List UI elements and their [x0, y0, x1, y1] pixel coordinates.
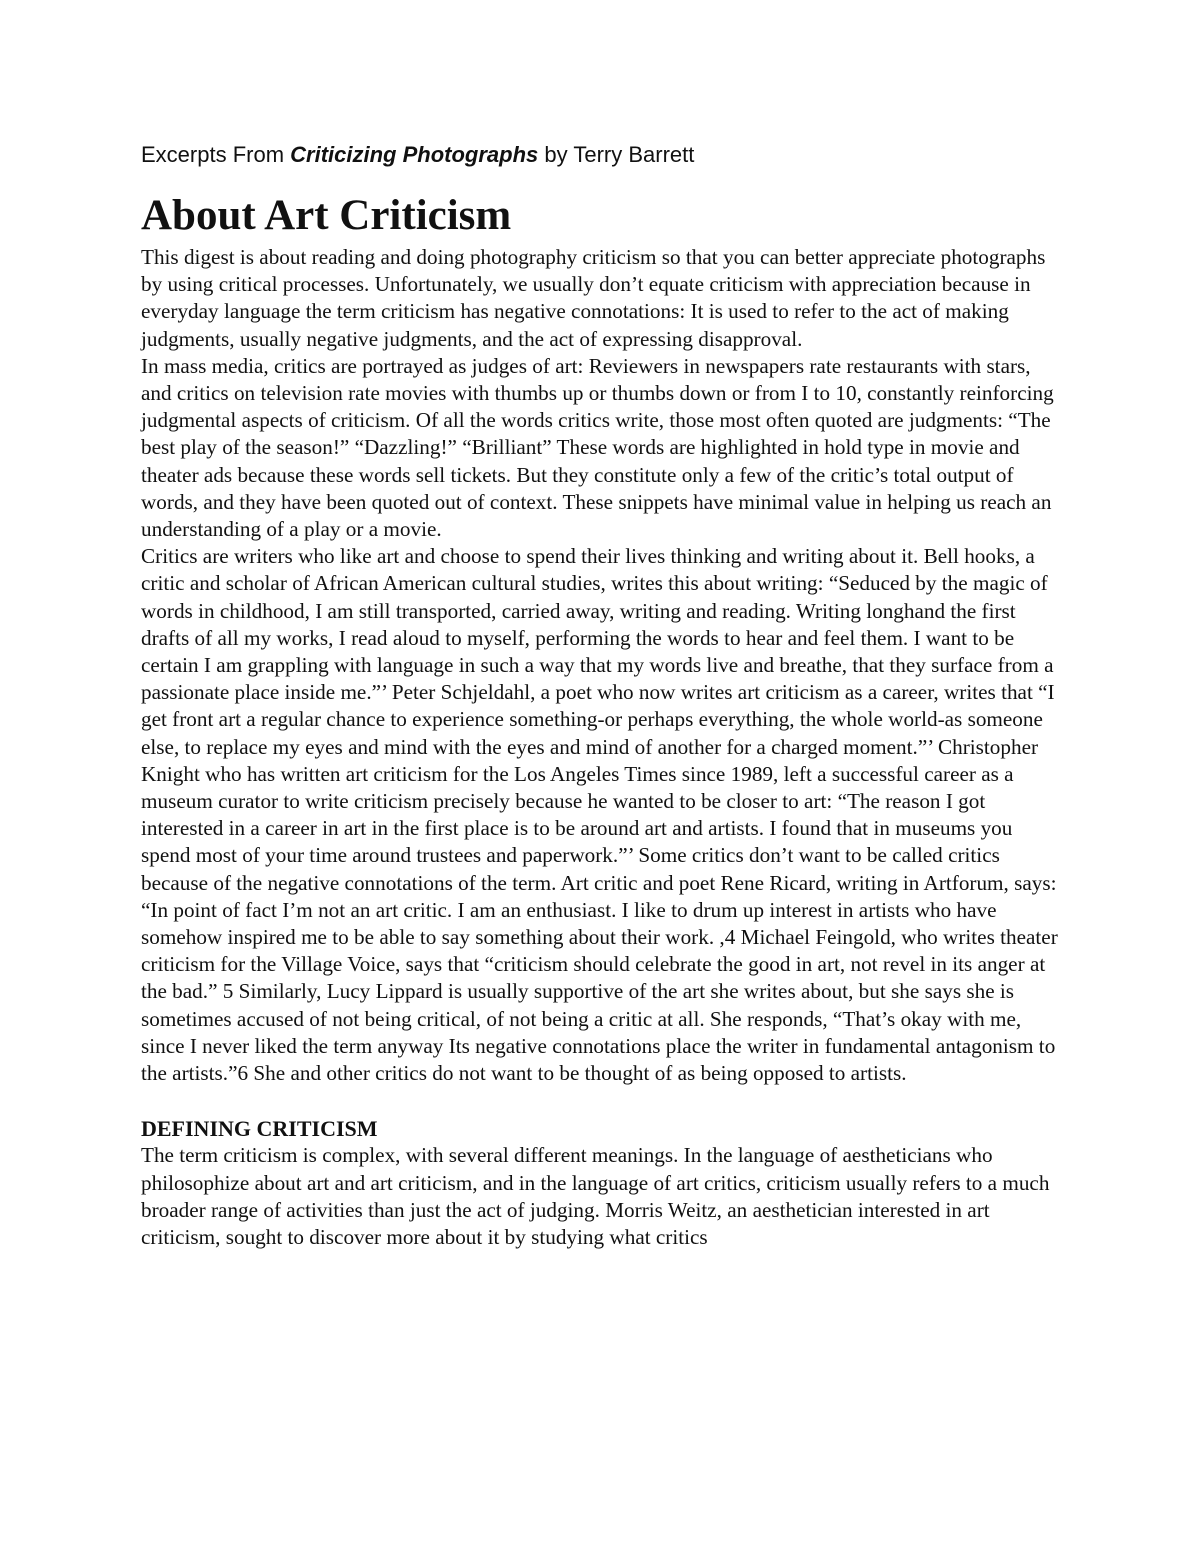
- excerpt-prefix: Excerpts From: [141, 142, 291, 167]
- paragraph-critics-writers: Critics are writers who like art and choose to spend their lives thinking and writing about it. Bell hooks, a critic and scholar of African American cultural studies, writes this about writing: “Seduced by the magic of words in childhood, I am still transported, carried away, writing and reading. Writing longhand the first drafts of all my works, I read aloud to myself, performing the words to hear and feel them. I want to be certain I am grappling with language in such a way that my words live and breathe, that they surface from a passionate place inside me.”’ Peter Schjeldahl, a poet who now writes art criticism as a career, writes that “I get front art a regular chance to experience something-or perhaps everything, the whole world-as someone else, to replace my eyes and mind with the eyes and mind of another for a charged moment.”’ Christopher Knight who has written art criticism for the Los Angeles Times since 1989, left a successful career as a museum curator to write criticism precisely because he wanted to be closer to art: “The reason I got interested in a career in art in the first place is to be around art and artists. I found that in museums you spend most of your time around trustees and paperwork.”’ Some critics don’t want to be called critics because of the negative connotations of the term. Art critic and poet Rene Ricard, writing in Artforum, says: “In point of fact I’m not an art critic. I am an enthusiast. I like to drum up interest in artists who have somehow inspired me to be able to say something about their work. ,4 Michael Feingold, who writes theater criticism for the Village Voice, says that “criticism should celebrate the good in art, not revel in its anger at the bad.” 5 Similarly, Lucy Lippard is usually supportive of the art she writes about, but she says she is sometimes accused of not being critical, of not being a critic at all. She responds, “That’s okay with me, since I never liked the term anyway Its negative connotations place the writer in fundamental antagonism to the artists.”6 She and other critics do not want to be thought of as being opposed to artists.: [141, 544, 1058, 1086]
- page-content: [141, 139, 1066, 1251]
- paragraph-mass-media: In mass media, critics are portrayed as judges of art: Reviewers in newspapers rate restaurants with stars, and critics on television rate movies with thumbs up or thumbs down or from I to 10, constantly reinforcing judgmental aspects of criticism. Of all the words critics write, those most often quoted are judgments: “The best play of the season!” “Dazzling!” “Brilliant” These words are highlighted in hold type in movie and theater ads because these words sell tickets. But they constitute only a few of the critic’s total output of words, and they have been quoted out of context. These snippets have minimal value in helping us reach an understanding of a play or a movie.: [141, 353, 1054, 542]
- section-heading: DEFINING CRITICISM: [141, 1116, 378, 1142]
- main-heading: About Art Criticism: [141, 192, 512, 239]
- excerpt-suffix: by Terry Barrett: [538, 142, 695, 167]
- paragraph-intro: This digest is about reading and doing photography criticism so that you can better appreciate photographs by using critical processes. Unfortunately, we usually don’t equate criticism with appreciation because in everyday language the term criticism has negative connotations: It is used to refer to the act of making judgments, usually negative judgments, and the act of expressing disapproval.: [141, 245, 1046, 351]
- book-title: Criticizing Photographs: [290, 142, 539, 167]
- excerpt-line: [141, 139, 1066, 171]
- paragraph-defining: The term criticism is complex, with several different meanings. In the language of aestheticians who philosophize about art and art criticism, and in the language of art critics, criticism usually refers to a much broader range of activities than just the act of judging. Morris Weitz, an aesthetician interested in art criticism, sought to discover more about it by studying what critics: [141, 1143, 1050, 1249]
